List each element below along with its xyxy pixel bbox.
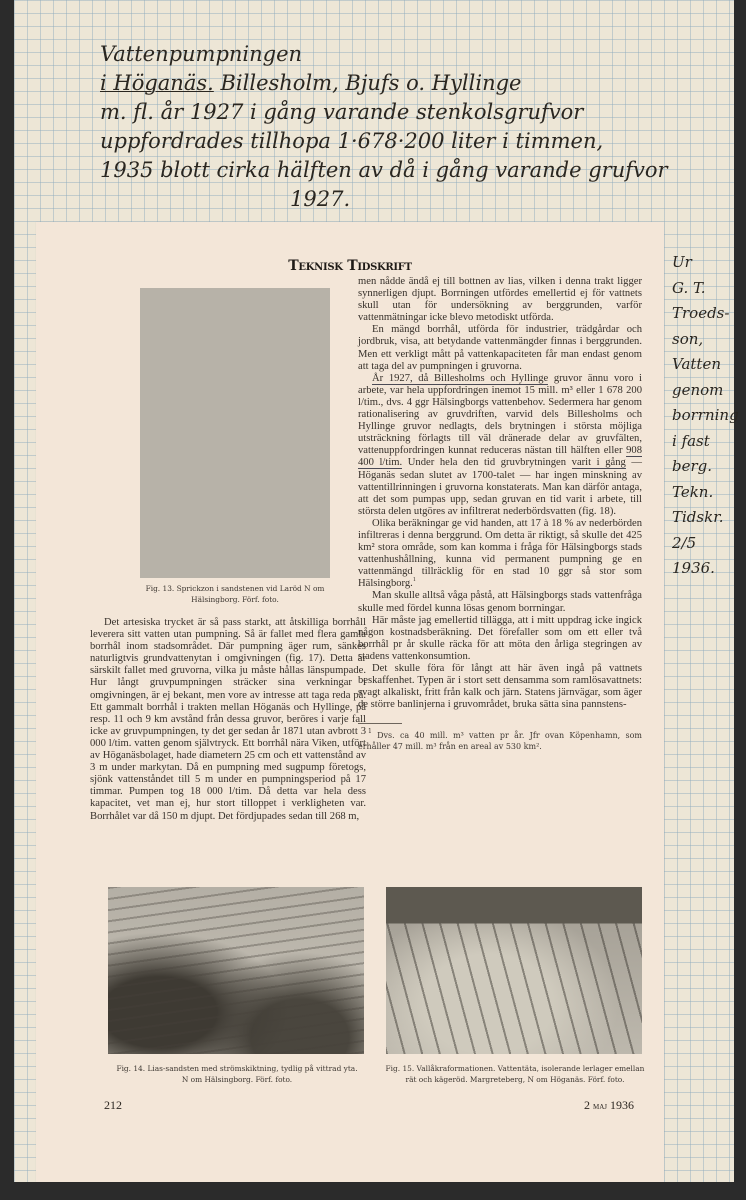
handwritten-note xyxy=(100,40,668,214)
footnote-text: Dvs. ca 40 mill. m³ vatten pr år. Jfr ovan Köpenhamn, som erhåller 47 mill. m³ från en areal av 530 km². xyxy=(358,731,642,752)
underlined-text: År 1927, då Billesholms och Hyllinge xyxy=(372,372,549,384)
caption-line: Fig. 14. Lias-sandsten med strömskiktning, tydlig på vittrad yta. xyxy=(116,1064,358,1073)
footnote xyxy=(358,730,642,752)
text-run: — Höganäs sedan slutet av 1700-talet — har ingen minskning av vattentillrinningen i gruvorna konstaterats. Man kan därför antaga, att det som pumpas upp, sedan gruvan en tid varit i arbete, till största delen utgöres av infiltrerat nederbördsvatten (fig. 18). xyxy=(358,457,643,517)
handwritten-line xyxy=(100,69,668,98)
side-note-line: son, xyxy=(672,329,704,348)
paragraph xyxy=(358,373,642,518)
caption-line: Fig. 13. Sprickzon i sandstenen vid Laröd N om xyxy=(145,584,325,593)
handwritten-line: m. fl. år 1927 i gång varande stenkolsgrufvor xyxy=(100,100,584,124)
side-note-line: borrning xyxy=(672,406,739,424)
handwritten-side-note xyxy=(672,250,739,582)
side-note-line: berg. xyxy=(672,457,713,475)
date-day: 2 xyxy=(583,1098,590,1112)
paragraph: Man skulle alltså våga påstå, att Hälsingborgs stads vattenfråga skulle med fördel kunna lösas genom borrningar. xyxy=(358,590,642,614)
side-note-line: 2/5 xyxy=(672,533,697,552)
handwritten-underlined: i Höganäs. xyxy=(100,71,214,95)
handwritten-line: uppfordrades tillhopa 1·678·200 liter i timmen, xyxy=(100,129,604,153)
caption-line: Fig. 15. Vallåkraformationen. Vattentäta, isolerande lerlager emellan xyxy=(385,1064,645,1073)
side-note-line: Troeds- xyxy=(672,304,730,322)
caption-line: Hälsingborg. Förf. foto. xyxy=(191,595,279,604)
article-left-column xyxy=(90,617,366,823)
caption-line: N om Hälsingborg. Förf. foto. xyxy=(181,1075,293,1084)
footnote-number: 1 xyxy=(368,728,372,736)
date-month: maj xyxy=(592,1101,607,1112)
newspaper-clipping xyxy=(36,222,664,1182)
text-run: Olika beräkningar ge vid handen, att 17 à 18 % av nederbörden infiltreras i denna berggrund. Om detta är riktigt, så skulle det 425 km² stora område, som kan komma i fråga för Hälsingborgs stads vattenhushållning, kunna vid permanent pumpning ge en vattenmängd tillräcklig för en stad 10 ggr så stor som Hälsingborg. xyxy=(358,517,642,590)
figure-13-photo xyxy=(140,288,330,578)
side-note-line: G. T. xyxy=(672,278,706,297)
paragraph: Det skulle föra för långt att här även ingå på vattnets beskaffenhet. Typen är i stort sett densamma som ramlösavattnets: svagt alkaliskt, fritt från kalk och järn. Statens järnvägar, som äger de större banlinjerna i gruvområdet, bruka sätta sina pannstens- xyxy=(358,663,642,711)
figure-14-photo xyxy=(108,887,364,1054)
article-right-column xyxy=(358,276,642,752)
figure-13-caption xyxy=(132,583,338,605)
page-number: 212 xyxy=(104,1098,122,1112)
underlined-text: 908 400 l/tim. xyxy=(358,445,642,469)
date-year: 1936 xyxy=(610,1098,634,1112)
caption-line: rät och kägeröd. Margreteberg, N om Höganäs. Förf. foto. xyxy=(405,1075,625,1084)
figure-15-photo xyxy=(386,887,642,1054)
handwritten-line: 1927. xyxy=(290,187,351,211)
issue-date xyxy=(584,1098,634,1113)
handwritten-line: 1935 blott cirka hälften av då i gång varande grufvor xyxy=(100,158,668,182)
paragraph: men nådde ändå ej till bottnen av lias, vilken i denna trakt ligger synnerligen djupt. Borrningen utfördes emellertid ej för vattnets skull utan för undersökning av berggrunden, varför vattenmätningar icke blevo metodiskt utförda. xyxy=(358,276,642,324)
paragraph xyxy=(358,518,642,591)
paragraph: Det artesiska trycket är så pass starkt, att åtskilliga borrhåll leverera sitt vatten utan pumpning. Så är fallet med flera gamla borrhål inom stadsområdet. Där pumpning äger rum, sänkes naturligtvis grundvattenytan i omgivningen (fig. 17). Detta är särskilt fallet med gruvorna, vilka ju måste hållas länspumpade. Hur långt gruvpumpningen sträcker sina verkningar i omgivningen, är ej bekant, men vore av intresse att taga reda på. Ett gammalt borrhål i trakten mellan Höganäs och Hyllinge, på resp. 11 och 9 km avstånd från dessa gruvor, beröres i varje fall icke av gruvpumpningen, ty det ger sedan år 1871 utan avbrott 3 000 l/tim. vatten genom självtryck. Ett borrhål nära Viken, utfört av Höganäsbolaget, hade diametern 25 cm och ett vattenstånd av 3 m under markytan. Då en pumpning med sugpump företogs, sjönk vattenståndet till 5 m under en pumpningsperiod på 17 timmar. Pumpen tog 18 000 l/tim. Då detta var hela dess kapacitet, vet man ej, hur stort tilloppet i verkligheten var. Borrhålet var då 150 m djupt. Det fördjupades sedan till 268 m, xyxy=(90,617,366,822)
text-run: gruvor ännu voro i arbete, var hela uppfordringen inemot 15 mill. m³ eller 1 678 200 l/tim., dvs. 4 ggr Hälsingborgs vattenbehov. Sedermera har genom rationalisering av gruvdriften, varvid dels Billesholms och Hyllinge gruvor nedlagts, dels brytningen i största möjliga utsträckning förlagts till väl dränerade delar av gruvfälten, vattenuppfordringen kunnat reduceras nästan till hälften eller xyxy=(358,372,642,457)
handwritten-line: Vattenpumpningen xyxy=(100,42,303,66)
journal-masthead: Teknisk Tidskrift xyxy=(288,258,412,274)
text-run: Under hela den tid gruvbrytningen xyxy=(402,457,572,469)
side-note-line: Ur xyxy=(672,253,692,271)
footnote-ref: 1 xyxy=(412,577,416,584)
side-note-line: Vatten xyxy=(672,355,721,373)
underlined-text: varit i gång xyxy=(571,457,626,469)
paragraph: Här måste jag emellertid tillägga, att i mitt uppdrag icke ingick någon kostnadsberäkning. Det förefaller som om ett eller två borrhål pr år skulle räcka för att möta den årliga stegringen av stadens vattenkonsumtion. xyxy=(358,614,642,662)
side-note-line: 1936. xyxy=(672,559,715,577)
side-note-line: Tidskr. xyxy=(672,508,724,526)
figure-15-caption xyxy=(380,1063,650,1085)
paragraph: En mängd borrhål, utförda för industrier, trädgårdar och jordbruk, visa, att betydande vattenmängder finnas i berggrunden. Men ett verkligt mått på vattenkapaciteten får man endast genom att taga del av pumpningen i gruvorna. xyxy=(358,324,642,372)
handwritten-line-rest: Billesholm, Bjufs o. Hyllinge xyxy=(213,71,522,95)
side-note-line: genom xyxy=(672,380,724,399)
side-note-line: i fast xyxy=(672,431,710,450)
side-note-line: Tekn. xyxy=(672,482,714,501)
footnote-rule xyxy=(358,723,402,724)
figure-14-caption xyxy=(102,1063,372,1085)
